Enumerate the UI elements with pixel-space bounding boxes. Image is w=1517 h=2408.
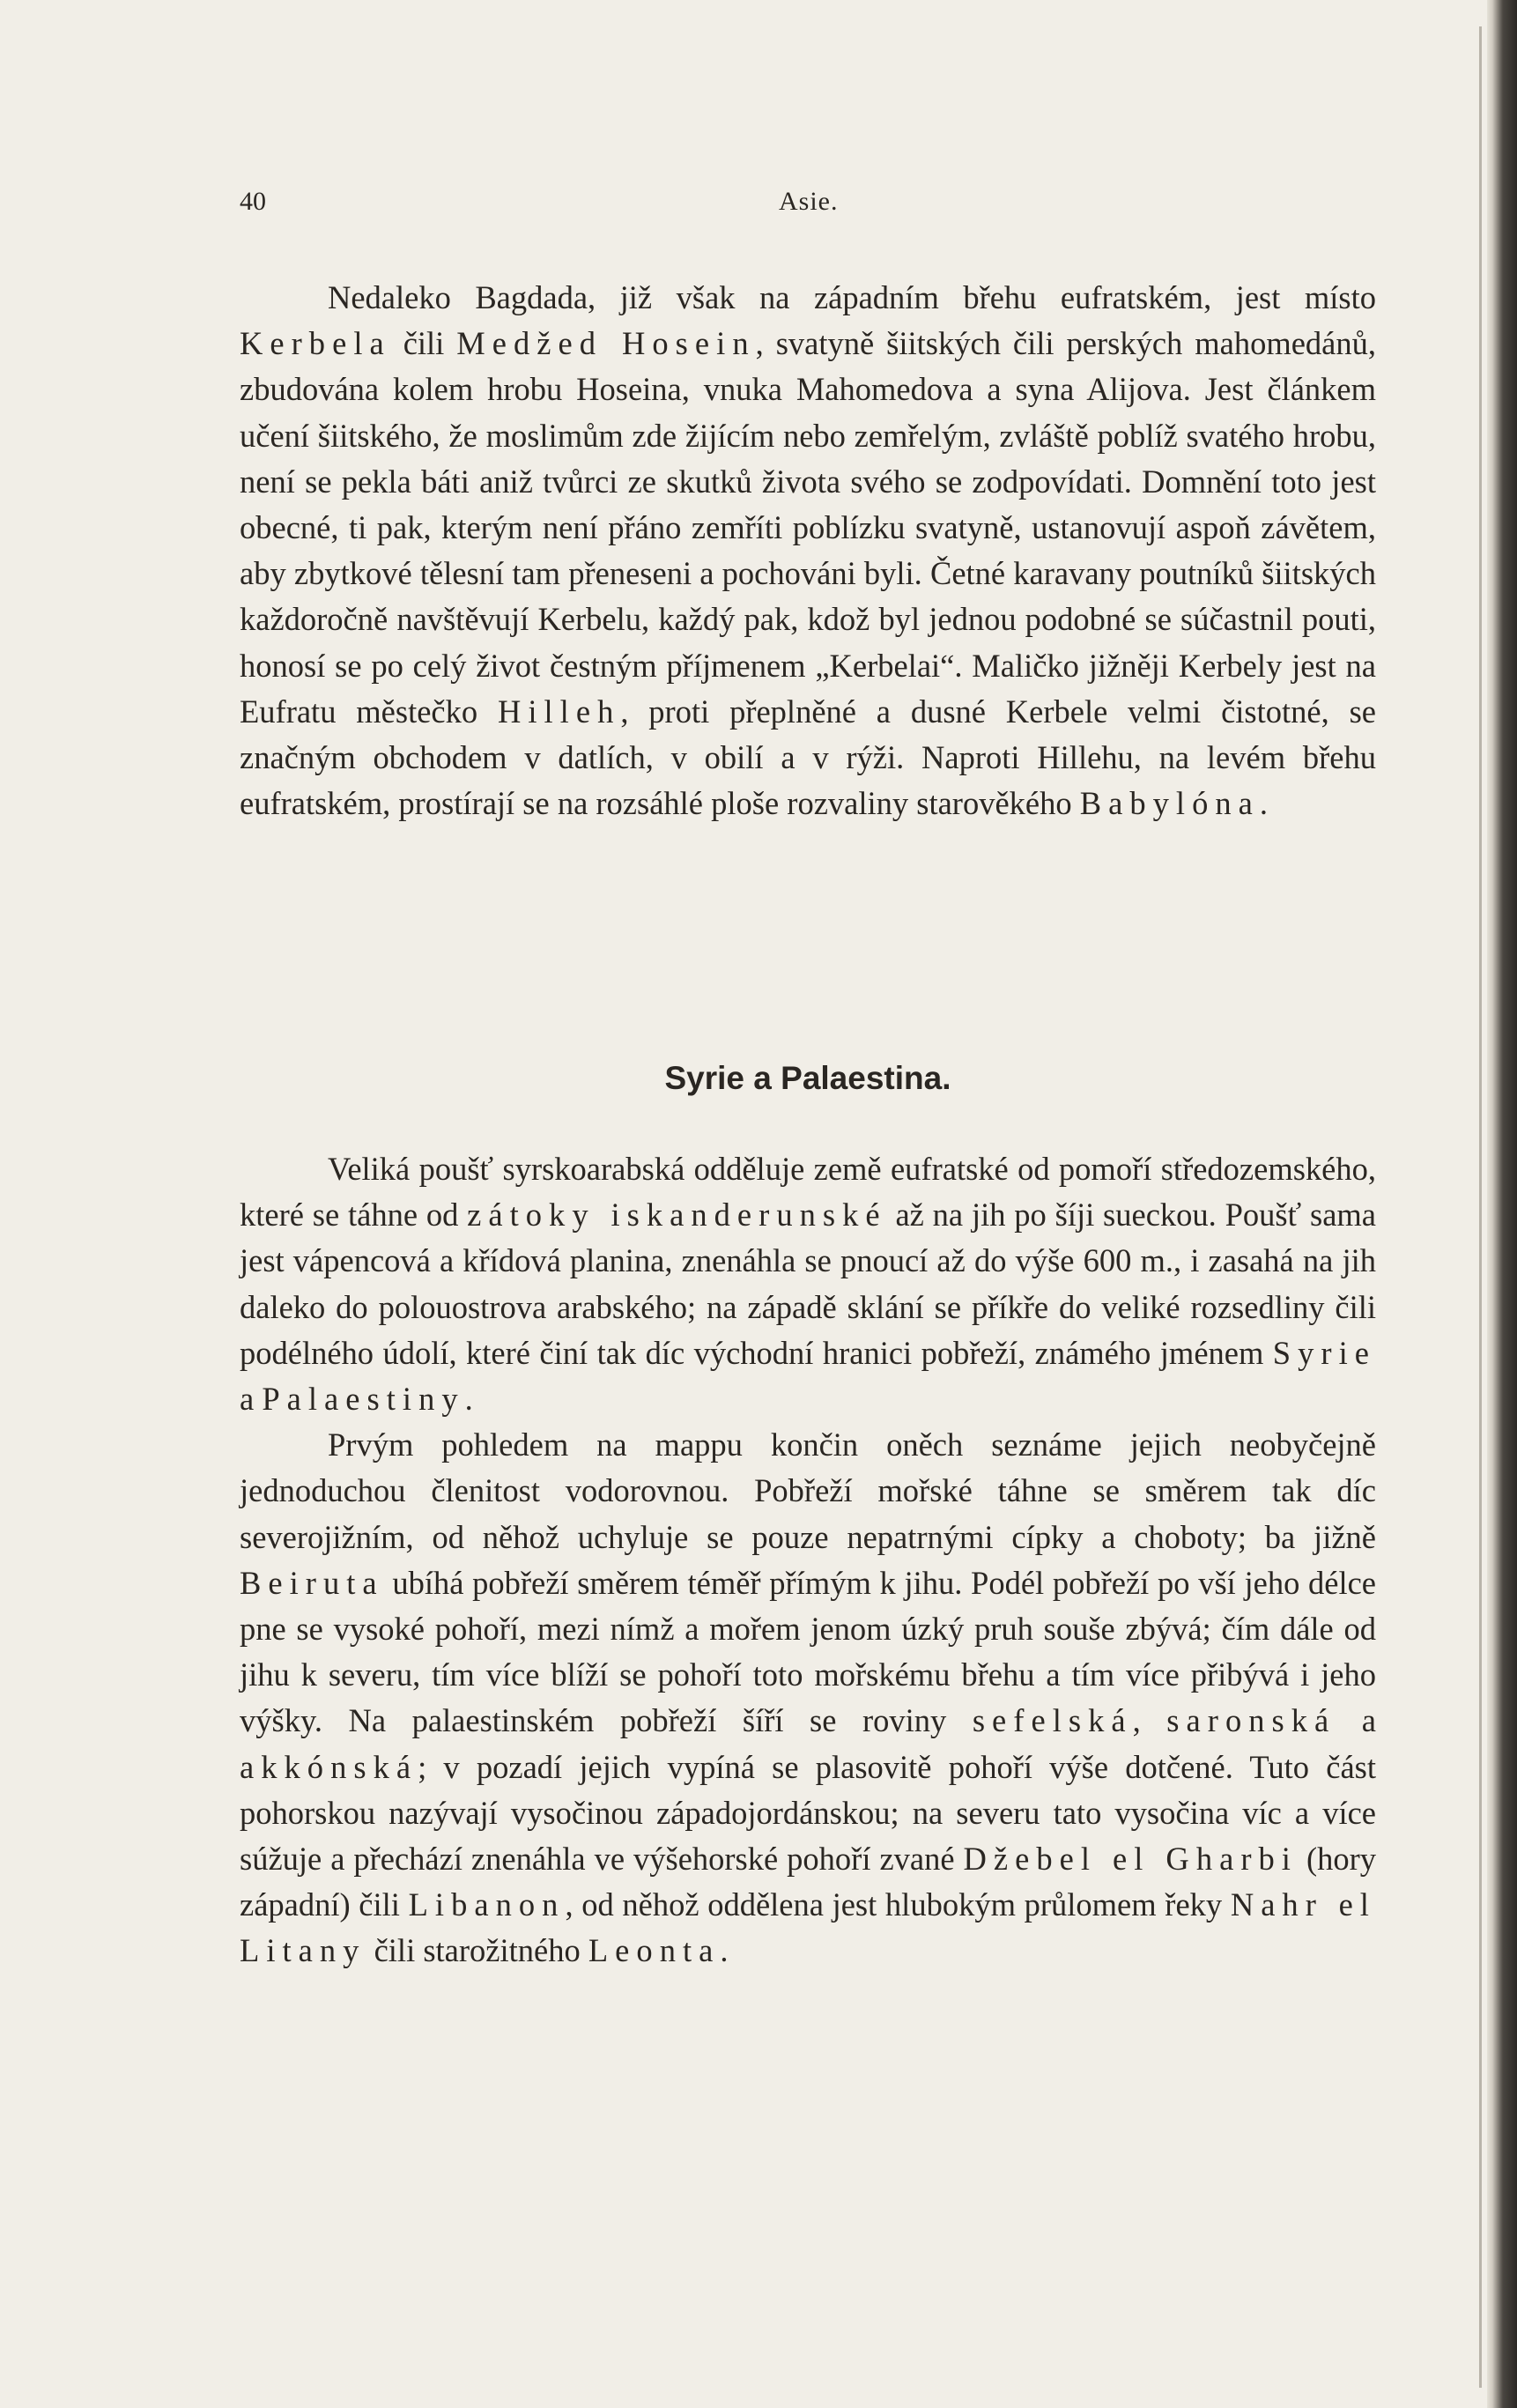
running-title: Asie.	[779, 187, 839, 216]
text-run: ,	[1132, 1702, 1167, 1739]
text-run: .	[1259, 785, 1269, 822]
text-run: , od něhož oddělena jest hlubokým průlomem řeky	[565, 1886, 1231, 1923]
text-run: čili starožitného	[366, 1932, 588, 1969]
text-block-intro	[240, 275, 1376, 826]
text-run: .	[720, 1932, 729, 1969]
text-run: , svatyně šiitských čili perských mahomedánů, zbudována kolem hrobu Hoseina, vnuka Mahomedova a syna Alijova. Jest článkem učení šiitského, že moslimům zde žijícím nebo zemřelým, zvláště poblíž svatého hrobu, není se pekla báti aniž tvůrci ze skutků života svého se zodpovídati. Domnění toto jest obecné, ti pak, kterým není přáno zemříti poblízku svatyně, ustanovují aspoň závětem, aby zbytkové tělesní tam přeneseni a pochováni byli. Četné karavany poutníků šiitských každoročně navštěvují Kerbelu, každý pak, kdož byl jednou podobné se súčastnil pouti, honosí se po celý život čestným příjmenem „Kerbelai“. Maličko jižněji Kerbely jest na Eufratu městečko	[240, 325, 1376, 730]
spaced-term: akkónská	[240, 1748, 418, 1785]
text-run: Nedaleko Bagdada, již však na západním břehu eufratském, jest místo	[328, 279, 1376, 315]
spaced-term: Palaestiny	[262, 1381, 465, 1418]
page-edge-shadow	[1487, 0, 1517, 2408]
spaced-term: Kerbela	[240, 325, 391, 362]
spaced-term: sefelská	[972, 1702, 1133, 1739]
spaced-term: Hilleh	[497, 693, 621, 730]
spaced-term: Džebel el Gharbi	[963, 1841, 1298, 1878]
spaced-term: zátoky iskanderunské	[467, 1197, 887, 1234]
text-run: a	[240, 1381, 263, 1418]
spaced-term: Nahr el Litany	[240, 1886, 1376, 1969]
spaced-term: saronská	[1166, 1702, 1336, 1739]
text-run: , proti přeplněné a dusné Kerbele velmi čistotné, se značným obchodem v datlích, v obilí a v rýži. Naproti Hillehu, na levém břehu eufratském, prostírají se na rozsáhlé ploše rozvaliny starověkého	[240, 693, 1376, 822]
spaced-term: Beiruta	[240, 1564, 384, 1601]
page-header	[240, 187, 1376, 222]
page-edge-line	[1479, 26, 1482, 2388]
spaced-term: Medžed Hosein	[456, 325, 756, 362]
text-run: .	[464, 1381, 473, 1418]
paragraph-kerbela	[240, 275, 1376, 826]
text-run: Veliká poušť syrskoarabská odděluje země eufratské od pomoří středozemského, které se táhne od	[240, 1151, 1376, 1234]
text-run: ubíhá pobřeží směrem téměř přímým k jihu. Podél pobřeží po vší jeho délce pne se vysoké pohoří, mezi nímž a mořem jenom úzký pruh souše zbývá; čím dále od jihu k severu, tím více blíží se pohoří toto mořskému břehu a tím více přibývá i jeho výšky. Na palaestinském pobřeží šíří se roviny	[240, 1564, 1376, 1739]
text-run: až na jih po šíji sueckou. Poušť sama jest vápencová a křídová planina, znenáhla se pnoucí až do výše 600 m., i zasahá na jih daleko do polouostrova arabského; na západě sklání se příkře do veliké rozsedliny čili podélného údolí, které činí tak díc východní hranici pobřeží, známého jménem	[240, 1197, 1376, 1371]
paragraph-coast	[240, 1422, 1376, 1974]
spaced-term: Libanon	[408, 1886, 566, 1923]
text-run: (hory západní) čili	[240, 1841, 1377, 1923]
text-block-syria	[240, 1146, 1376, 1975]
text-run: a	[1336, 1702, 1377, 1739]
spaced-term: Leonta	[588, 1932, 721, 1969]
paragraph-desert	[240, 1146, 1376, 1422]
spaced-term: Babylóna	[1079, 785, 1260, 822]
section-title: Syrie a Palaestina.	[664, 1060, 951, 1096]
text-run: čili	[390, 325, 457, 362]
text-run: Prvým pohledem na mappu končin oněch seznáme jejich neobyčejně jednoduchou členitost vodorovnou. Pobřeží mořské táhne se směrem tak díc severojižním, od něhož uchyluje se pouze nepatrnými cípky a choboty; ba jižně	[240, 1426, 1376, 1555]
spaced-term: Syrie	[1272, 1334, 1376, 1371]
page-number: 40	[240, 187, 266, 216]
text-run: ; v pozadí jejich vypíná se plasovitě pohoří výše dotčené. Tuto část pohorskou nazývají vysočinou západojordánskou; na severu tato vysočina víc a více súžuje a přechází znenáhla ve výšehorské pohoří zvané	[240, 1748, 1376, 1878]
